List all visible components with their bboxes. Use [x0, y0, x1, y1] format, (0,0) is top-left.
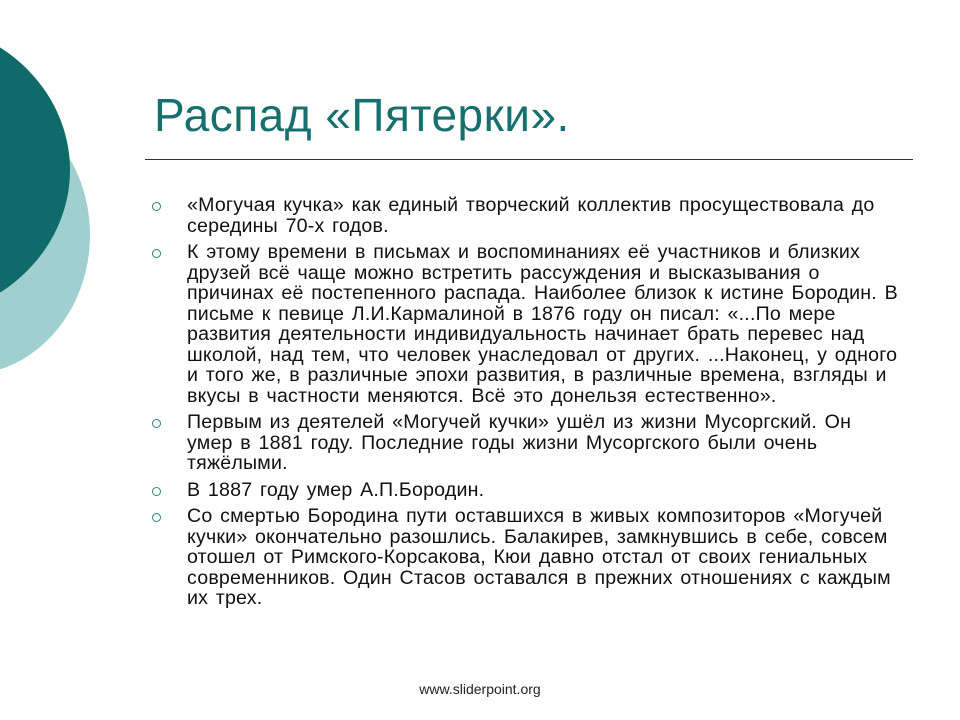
- slide-title: Распад «Пятерки».: [154, 89, 570, 141]
- circle-bullet-icon: [152, 487, 161, 496]
- bullet-text: В 1887 году умер А.П.Бородин.: [187, 478, 485, 501]
- list-item: [150, 480, 902, 501]
- bullet-list: [150, 195, 902, 615]
- circle-bullet-icon: [152, 419, 161, 428]
- title-divider: [145, 159, 913, 160]
- footer-url: www.sliderpoint.org: [419, 681, 541, 697]
- bullet-text: Первым из деятелей «Могучей кучки» ушёл из жизни Мусоргский. Он умер в 1881 году. Последние годы жизни Мусоргского были очень тяжёлыми.: [187, 411, 852, 474]
- circle-bullet-icon: [152, 202, 161, 211]
- bullet-text: Со смертью Бородина пути оставшихся в живых композиторов «Могучей кучки» окончательно разошлись. Балакирев, замкнувшись в себе, совсем отошел от Римского-Корсакова, Кюи давно отстал от своих гениальных современников. Один Стасов оставался в прежних отношениях с каждым их трех.: [187, 505, 891, 609]
- list-item: [150, 242, 902, 406]
- bullet-text: К этому времени в письмах и воспоминаниях её участников и близких друзей всё чаще можно встретить рассуждения и высказывания о причинах её постепенного распада. Наиболее близок к истине Бородин. В письме к певице Л.И.Кармалиной в 1876 году он писал: «...По мере развития деятельности индивидуальность начинает брать перевес над школой, над тем, что человек унаследовал от других. ...Наконец, у одного и того же, в различные эпохи развития, в различные времена, взгляды и вкусы в частности меняются. Всё это донельзя естественно».: [187, 241, 898, 407]
- list-item: [150, 412, 902, 474]
- circle-bullet-icon: [152, 249, 161, 258]
- list-item: [150, 195, 902, 236]
- list-item: [150, 506, 902, 609]
- bullet-text: «Могучая кучка» как единый творческий коллектив просуществовала до середины 70-х годов.: [187, 194, 875, 237]
- circle-bullet-icon: [152, 513, 161, 522]
